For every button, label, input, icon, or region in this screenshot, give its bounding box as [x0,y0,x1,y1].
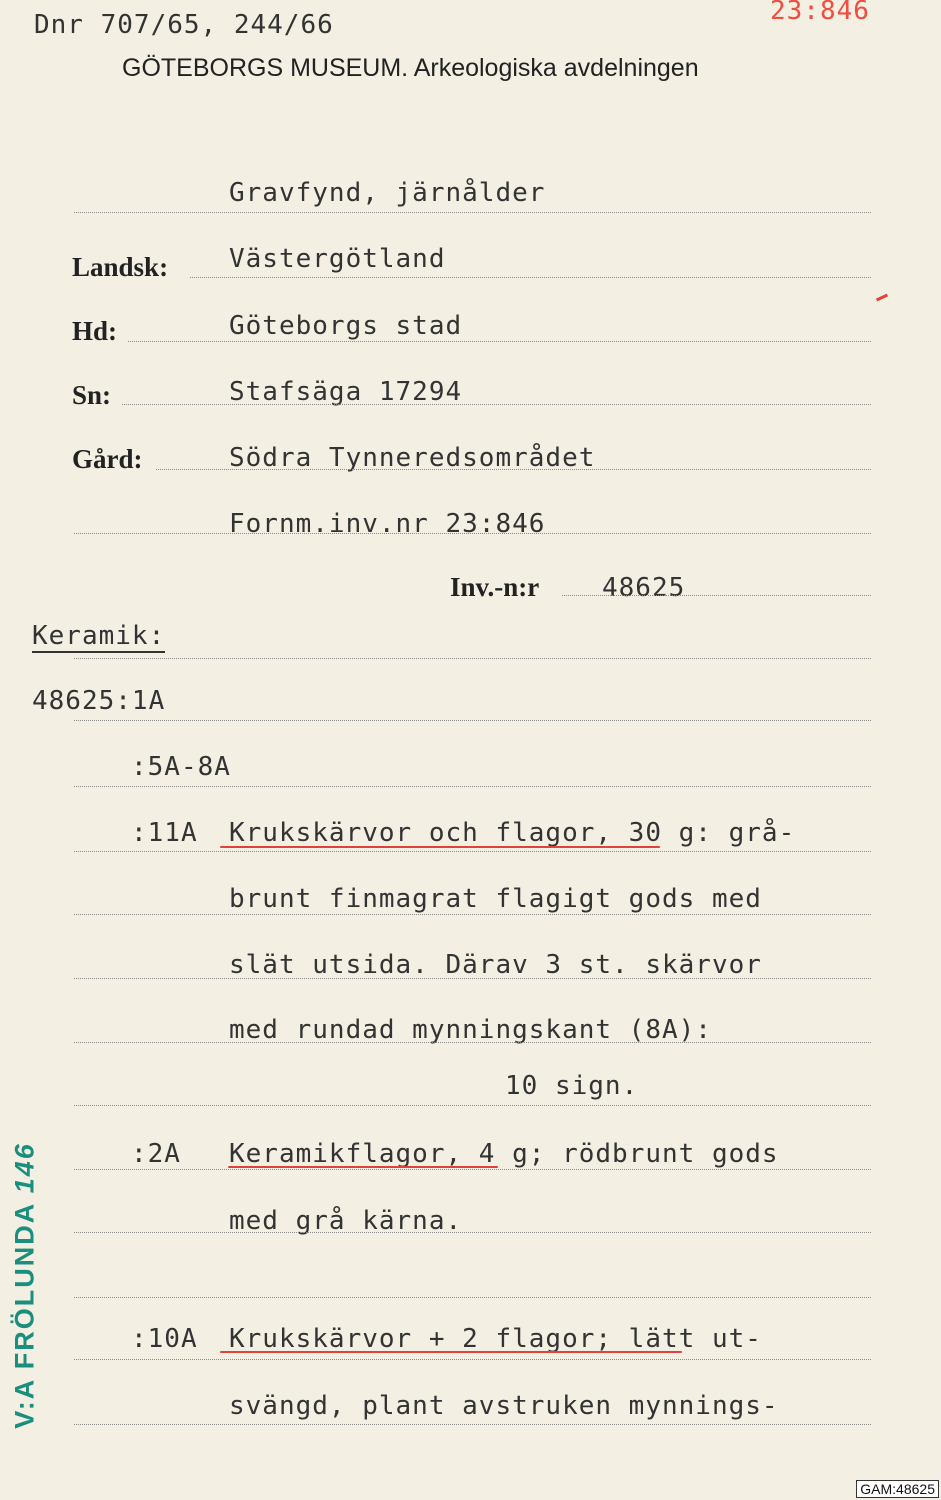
rule-line [74,533,871,534]
rule-line [122,404,871,405]
rule-line [74,1424,871,1425]
landskap-label: Landsk: [72,252,169,282]
dnr-reference: Dnr 707/65, 244/66 [34,10,334,40]
entry-title: Keramikflagor, [229,1139,463,1169]
rule-line [74,658,871,659]
entry-description-line: svängd, plant avstruken mynnings- [229,1391,779,1421]
inventory-number-label: Inv.-n:r [450,572,540,602]
entry-description: Keramikflagor, 4 g; rödbrunt gods [229,1139,779,1169]
entry-id: :5A-8A [131,752,231,782]
entry-title: Krukskärvor och flagor, [229,818,613,848]
entry-id: :10A [131,1324,198,1354]
entry-title: Krukskärvor + 2 flagor; [229,1324,613,1354]
catalog-id-label: GAM:48625 [856,1480,939,1498]
socken-label: Sn: [72,380,112,410]
rule-line [156,469,871,470]
entry-id: 48625:1A [32,686,166,716]
catalog-stamp: 23:846 [770,0,870,26]
inventory-number-value: 48625 [602,573,686,603]
section-heading-keramik: Keramik: [32,621,166,651]
red-mark [876,294,888,302]
entry-description: Krukskärvor + 2 flagor; lätt ut- [229,1324,762,1354]
entry-signature-count: 10 sign. [505,1071,639,1101]
entry-description: Krukskärvor och flagor, 30 g: grå- [229,818,796,848]
rule-line [562,595,871,596]
harad-label: Hd: [72,316,118,346]
entry-id: :11A [131,818,198,848]
rule-line [190,277,871,278]
rule-line [74,1169,871,1170]
site-annotation: V:A FRÖLUNDA 146 [9,1142,40,1429]
entry-description-line: slät utsida. Därav 3 st. skärvor [229,950,762,980]
entry-description-line: med rundad mynningskant (8A): [229,1015,712,1045]
rule-line [74,720,871,721]
rule-line [74,212,871,213]
rule-line [74,978,871,979]
rule-line [74,1105,871,1106]
rule-line [74,786,871,787]
entry-description-line: med grå kärna. [229,1206,463,1236]
gard-value: Södra Tynneredsområdet [229,443,596,473]
entry-description-line: brunt finmagrat flagigt gods med [229,884,762,914]
site-number: 146 [9,1142,40,1194]
red-underline [220,1351,682,1353]
rule-line [74,914,871,915]
rule-line [128,341,871,342]
harad-value: Göteborgs stad [229,311,463,341]
red-underline [220,846,660,848]
fornminne-inventory-number: Fornm.inv.nr 23:846 [229,509,546,539]
find-category: Gravfynd, järnålder [229,178,546,208]
institution-heading: GÖTEBORGS MUSEUM. Arkeologiska avdelningen [122,54,699,82]
rule-line [74,1297,871,1298]
rule-line [74,1359,871,1360]
gard-label: Gård: [72,444,143,474]
landskap-value: Västergötland [229,244,446,274]
socken-value: Stafsäga 17294 [229,377,463,407]
red-underline [228,1166,498,1168]
entry-id: :2A [131,1139,181,1169]
rule-line [74,1042,871,1043]
rule-line [74,851,871,852]
rule-line [74,1232,871,1233]
